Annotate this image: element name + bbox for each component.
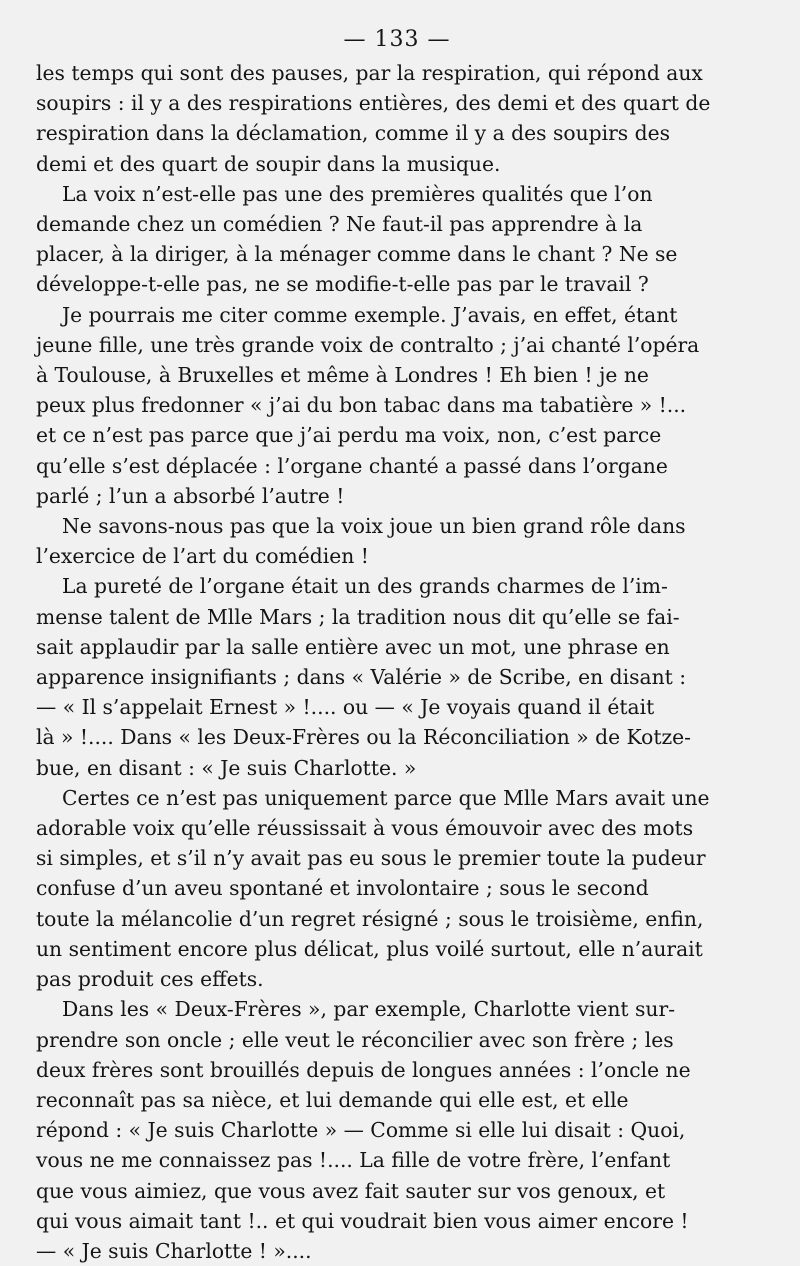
text-line: Dans les « Deux-Frères », par exemple, Charlotte vient sur- bbox=[62, 997, 676, 1022]
paragraph-2 bbox=[36, 179, 758, 300]
page-text bbox=[36, 58, 758, 1266]
text-line: répond : « Je suis Charlotte » — Comme si elle lui disait : Quoi, bbox=[36, 1118, 686, 1143]
paragraph-7 bbox=[36, 994, 758, 1266]
text-line: pas produit ces effets. bbox=[36, 967, 264, 992]
text-line: La voix n’est-elle pas une des premières qualités que l’on bbox=[62, 181, 653, 206]
text-line: là » !.... Dans « les Deux-Frères ou la Réconciliation » de Kotze- bbox=[36, 725, 692, 750]
text-line: apparence insignifiants ; dans « Valérie » de Scribe, en disant : bbox=[36, 665, 687, 690]
text-line: et ce n’est pas parce que j’ai perdu ma voix, non, c’est parce bbox=[36, 423, 662, 448]
text-line: respiration dans la déclamation, comme il y a des soupirs des bbox=[36, 121, 671, 146]
paragraph-5 bbox=[36, 571, 758, 782]
text-line: adorable voix qu’elle réussissait à vous émouvoir avec des mots bbox=[36, 816, 694, 841]
text-line: Certes ce n’est pas uniquement parce que Mlle Mars avait une bbox=[62, 785, 710, 810]
text-line: développe-t-elle pas, ne se modifie-t-elle pas par le travail ? bbox=[36, 272, 649, 297]
text-line: prendre son oncle ; elle veut le réconcilier avec son frère ; les bbox=[36, 1027, 674, 1052]
text-line: — « Il s’appelait Ernest » !.... ou — « Je voyais quand il était bbox=[36, 695, 655, 720]
text-line: si simples, et s’il n’y avait pas eu sous le premier toute la pudeur bbox=[36, 846, 706, 871]
text-line: reconnaît pas sa nièce, et lui demande qui elle est, et elle bbox=[36, 1087, 629, 1112]
paragraph-4 bbox=[36, 511, 758, 571]
text-line: l’exercice de l’art du comédien ! bbox=[36, 544, 369, 569]
paragraph-6 bbox=[36, 783, 758, 994]
text-line: sait applaudir par la salle entière avec un mot, une phrase en bbox=[36, 634, 670, 659]
text-line: — « Je suis Charlotte ! ».... bbox=[36, 1238, 312, 1263]
text-line: soupirs : il y a des respirations entières, des demi et des quart de bbox=[36, 91, 711, 116]
text-line: à Toulouse, à Bruxelles et même à Londres ! Eh bien ! je ne bbox=[36, 363, 649, 388]
text-line: les temps qui sont des pauses, par la respiration, qui répond aux bbox=[36, 61, 703, 85]
paragraph-1 bbox=[36, 58, 758, 179]
text-line: un sentiment encore plus délicat, plus voilé surtout, elle n’aurait bbox=[36, 936, 703, 961]
text-line: qu’elle s’est déplacée : l’organe chanté a passé dans l’organe bbox=[36, 453, 668, 478]
page-number: — 133 — bbox=[343, 27, 451, 52]
text-line: jeune fille, une très grande voix de contralto ; j’ai chanté l’opéra bbox=[36, 332, 700, 357]
text-line: bue, en disant : « Je suis Charlotte. » bbox=[36, 755, 417, 780]
text-line: qui vous aimait tant !.. et qui voudrait bien vous aimer encore ! bbox=[36, 1208, 689, 1233]
text-line: demi et des quart de soupir dans la musique. bbox=[36, 151, 501, 176]
text-line: mense talent de Mlle Mars ; la tradition nous dit qu’elle se fai- bbox=[36, 604, 680, 629]
text-line: parlé ; l’un a absorbé l’autre ! bbox=[36, 483, 345, 508]
text-line: confuse d’un aveu spontané et involontaire ; sous le second bbox=[36, 876, 649, 901]
text-line: toute la mélancolie d’un regret résigné ; sous le troisième, enfin, bbox=[36, 906, 704, 931]
paragraph-3 bbox=[36, 300, 758, 511]
text-line: La pureté de l’organe était un des grands charmes de l’im- bbox=[62, 574, 668, 599]
text-line: placer, à la diriger, à la ménager comme dans le chant ? Ne se bbox=[36, 242, 678, 267]
text-line: que vous aimiez, que vous avez fait sauter sur vos genoux, et bbox=[36, 1178, 666, 1203]
text-line: deux frères sont brouillés depuis de longues années : l’oncle ne bbox=[36, 1057, 691, 1082]
text-line: demande chez un comédien ? Ne faut-il pas apprendre à la bbox=[36, 212, 643, 237]
text-line: vous ne me connaissez pas !.... La fille de votre frère, l’enfant bbox=[36, 1148, 671, 1173]
text-line: Je pourrais me citer comme exemple. J’avais, en effet, étant bbox=[62, 302, 678, 327]
text-line: peux plus fredonner « j’ai du bon tabac dans ma tabatière » !... bbox=[36, 393, 687, 418]
text-line: Ne savons-nous pas que la voix joue un bien grand rôle dans bbox=[62, 514, 686, 539]
